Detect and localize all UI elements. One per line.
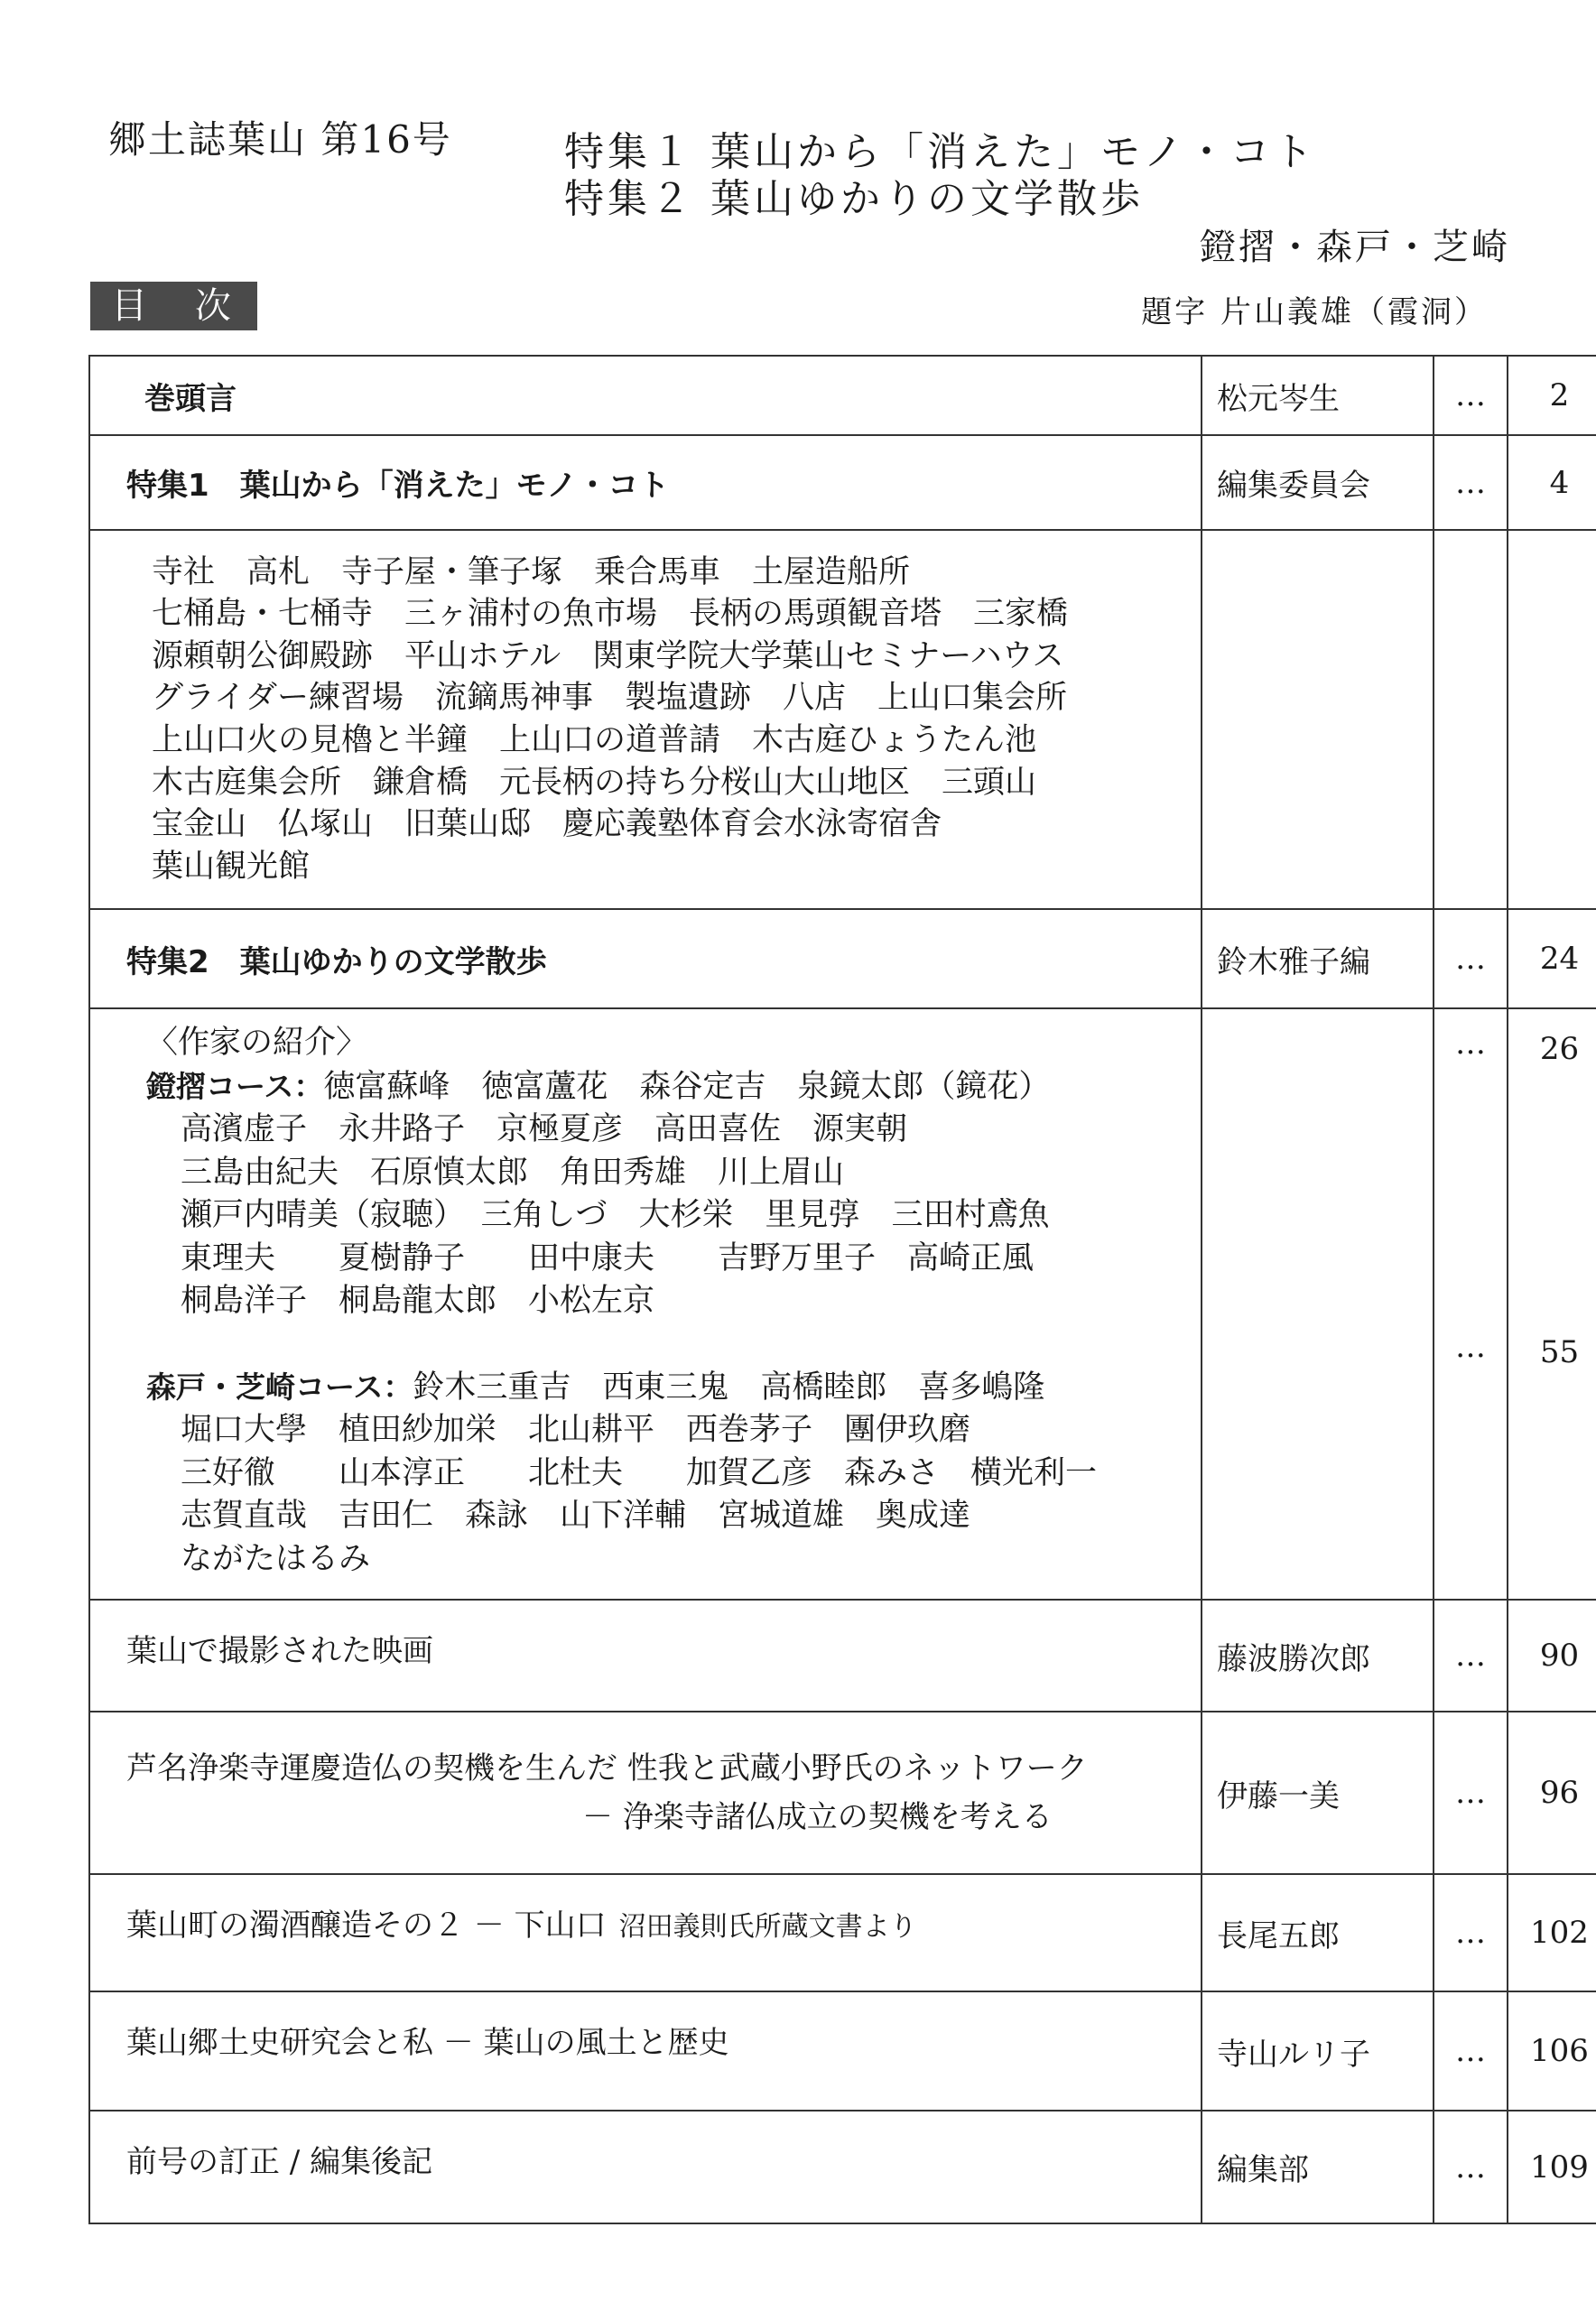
toc-page-number: 90 (1508, 1600, 1596, 1712)
toc-row-feature1-items (89, 530, 1596, 909)
feature1-item-list (126, 532, 1201, 908)
list-item: 三島由紀夫 石原慎太郎 角田秀雄 川上眉山 (181, 1154, 845, 1191)
toc-leader-dots: … (1434, 1712, 1508, 1874)
toc-title-cell (89, 1874, 1202, 1991)
toc-title: 葉山で撮影された映画 (89, 1600, 1202, 1712)
toc-leader-dots: … (1455, 1329, 1486, 1365)
toc-table (88, 355, 1596, 2224)
course2-first-line: 森戸・芝崎コース：鈴木三重吉 西東三鬼 高橋睦郎 喜多嶋隆 (146, 1369, 1045, 1406)
toc-row-feature1 (89, 435, 1596, 530)
toc-title: 特集1 葉山から「消えた」モノ・コト (89, 435, 1202, 530)
toc-row-entry (89, 1600, 1596, 1712)
feature2-writers-cell (89, 1008, 1202, 1600)
toc-title: 芦名浄楽寺運慶造仏の契機を生んだ 性我と武蔵小野氏のネットワーク (126, 1750, 1088, 1787)
feature1-items-cell (89, 530, 1202, 909)
toc-row-entry (89, 2111, 1596, 2223)
toc-author: 編集部 (1202, 2111, 1434, 2223)
toc-subtitle: 沼田義則氏所蔵文書より (618, 1911, 917, 1943)
list-item: 上山口火の見櫓と半鐘 上山口の道普請 木古庭ひょうたん池 (152, 722, 1037, 758)
toc-author: 伊藤一美 (1202, 1712, 1434, 1874)
toc-leader-dots: … (1434, 356, 1508, 435)
list-item: ながたはるみ (181, 1540, 371, 1577)
toc-author: 編集委員会 (1202, 435, 1434, 530)
list-item: 寺社 高札 寺子屋・筆子塚 乗合馬車 土屋造船所 (152, 553, 911, 590)
toc-leader-dots: … (1434, 1991, 1508, 2111)
list-item: 堀口大學 植田紗加栄 北山耕平 西巻茅子 團伊玖磨 (181, 1412, 971, 1448)
toc-title: 葉山町の濁酒醸造その２ － 下山口 (126, 1907, 607, 1944)
toc-row-entry (89, 1712, 1596, 1874)
toc-leader-dots: … (1434, 2111, 1508, 2223)
toc-author: 鈴木雅子編 (1202, 909, 1434, 1008)
list-item: グライダー練習場 流鏑馬神事 製塩遺跡 八店 上山口集会所 (152, 680, 1067, 717)
toc-page-number: 2 (1508, 356, 1596, 435)
toc-leader-dots: … (1434, 435, 1508, 530)
list-item: 源頼朝公御殿跡 平山ホテル 関東学院大学葉山セミナーハウス (152, 637, 1064, 674)
writers-list (126, 1009, 1201, 1599)
list-item: 高濱虚子 永井路子 京極夏彦 高田喜佐 源実朝 (181, 1111, 908, 1147)
toc-page-number: 106 (1508, 1991, 1596, 2111)
list-item: 三好徹 山本淳正 北杜夫 加賀乙彦 森みさ 横光利一 (181, 1454, 1098, 1491)
course2-page-number: 55 (1539, 1334, 1580, 1370)
writers-intro: 〈作家の紹介〉 (146, 1025, 368, 1061)
places-subtitle: 鐙摺・森戸・芝崎 (1200, 227, 1510, 268)
toc-page-number: 109 (1508, 2111, 1596, 2223)
toc-page-number: 102 (1508, 1874, 1596, 1991)
toc-subtitle: － 浄楽寺諸仏成立の契機を考える (582, 1799, 1053, 1835)
list-item: 葉山観光館 (152, 848, 311, 885)
toc-row-foreword (89, 356, 1596, 435)
toc-title: 前号の訂正 / 編集後記 (89, 2111, 1202, 2223)
toc-title: 葉山郷土史研究会と私 － 葉山の風土と歴史 (89, 1991, 1202, 2111)
toc-leader-dots: … (1455, 1026, 1486, 1062)
toc-leader-dots: … (1434, 909, 1508, 1008)
toc-leader-dots: … (1434, 1600, 1508, 1712)
toc-title: 巻頭言 (89, 356, 1202, 435)
toc-author: 長尾五郎 (1202, 1874, 1434, 1991)
course1-page-number: 26 (1539, 1031, 1580, 1067)
course1-label: 鐙摺コース： (146, 1068, 324, 1104)
course2-lines (146, 1409, 1201, 1581)
toc-row-entry (89, 1991, 1596, 2111)
toc-author: 寺山ルリ子 (1202, 1991, 1434, 2111)
toc-page-number: 24 (1508, 909, 1596, 1008)
list-item: 志賀直哉 吉田仁 森詠 山下洋輔 宮城道雄 奥成達 (181, 1498, 971, 1534)
toc-title-cell (89, 1712, 1202, 1874)
feature1-heading: 特集１ 葉山から「消えた」モノ・コト (564, 129, 1317, 175)
toc-title: 特集2 葉山ゆかりの文学散歩 (89, 909, 1202, 1008)
magazine-title: 郷土誌葉山 第16号 (108, 117, 452, 162)
feature2-heading: 特集２ 葉山ゆかりの文学散歩 (564, 176, 1144, 222)
toc-leader-dots: … (1434, 1874, 1508, 1991)
toc-label: 目 次 (90, 282, 257, 330)
list-item: 桐島洋子 桐島龍太郎 小松左京 (181, 1283, 655, 1319)
list-item: 七桶島・七桶寺 三ヶ浦村の魚市場 長柄の馬頭観音塔 三家橋 (152, 596, 1069, 633)
course1-first-line: 鐙摺コース：徳富蘇峰 徳富蘆花 森谷定吉 泉鏡太郎（鏡花） (146, 1068, 1051, 1105)
toc-row-feature2 (89, 909, 1596, 1008)
list-item: 瀬戸内晴美（寂聴） 三角しづ 大杉栄 里見弴 三田村鳶魚 (181, 1197, 1050, 1233)
list-item: 宝金山 仏塚山 旧葉山邸 慶応義塾体育会水泳寄宿舎 (152, 806, 942, 843)
toc-author: 藤波勝次郎 (1202, 1600, 1434, 1712)
toc-page-number: 4 (1508, 435, 1596, 530)
toc-row-feature2-writers (89, 1008, 1596, 1600)
toc-row-entry (89, 1874, 1596, 1991)
course1-lines (146, 1109, 1201, 1323)
toc-page-number: 96 (1508, 1712, 1596, 1874)
toc-author: 松元岑生 (1202, 356, 1434, 435)
list-item: 東理夫 夏樹静子 田中康夫 吉野万里子 高崎正風 (181, 1239, 1035, 1276)
course2-label: 森戸・芝崎コース： (146, 1369, 413, 1405)
list-item: 木古庭集会所 鎌倉橋 元長柄の持ち分桜山大山地区 三頭山 (152, 764, 1037, 801)
calligraphy-credit: 題字 片山義雄（霞洞） (1141, 294, 1488, 330)
